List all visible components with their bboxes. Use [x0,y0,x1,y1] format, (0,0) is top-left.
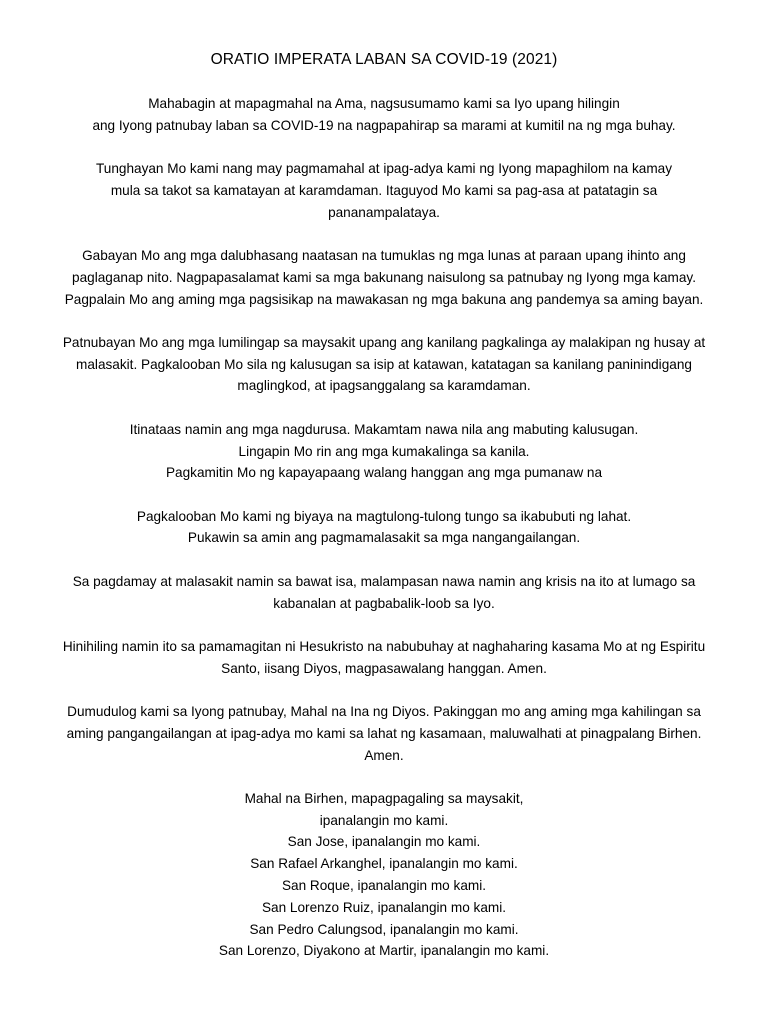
text-line: maglingkod, at ipagsanggalang sa karamdaman. [237,378,531,394]
paragraph-9 [0,701,768,766]
text-line: Lingapin Mo rin ang mga kumakalinga sa kanila. [238,443,530,459]
litany-line: San Jose, ipanalangin mo kami. [287,834,481,850]
text-line: Tunghayan Mo kami nang may pagmamahal at ipag-adya kami ng Iyong mapaghilom na kamay [95,161,673,177]
text-line: Sa pagdamay at malasakit namin sa bawat isa, malampasan nawa namin ang krisis na ito at lumago sa [72,573,696,589]
text-line: Pukawin sa amin ang pagmamalasakit sa mga nangangailangan. [187,530,581,546]
litany-line: Mahal na Birhen, mapagpagaling sa maysakit, [244,790,524,806]
document-title: ORATIO IMPERATA LABAN SA COVID-19 (2021) [210,51,558,68]
paragraph-8 [0,636,768,680]
paragraph-2 [0,158,768,223]
paragraph-1 [0,93,768,137]
text-line: Gabayan Mo ang mga dalubhasang naatasan na tumuklas ng mga lunas at paraan upang ihinto ang [82,247,686,263]
text-line: Itinataas namin ang mga nagdurusa. Makamtam nawa nila ang mabuting kalusugan. [129,421,639,437]
text-line: Pagkalooban Mo kami ng biyaya na magtulong-tulong tungo sa ikabubuti ng lahat. [136,508,632,524]
text-line: Pagpalain Mo ang aming mga pagsisikap na mawakasan ng mga bakuna ang pandemya sa aming bayan. [64,291,704,307]
text-line: mula sa takot sa kamatayan at karamdaman. Itaguyod Mo kami sa pag-asa at patatagin sa [110,182,658,198]
text-line: Santo, iisang Diyos, magpasawalang hanggan. Amen. [221,660,547,676]
text-line: Mahabagin at mapagmahal na Ama, nagsusumamo kami sa Iyo upang hilingin [148,96,620,111]
text-line: aming pangangailangan at ipag-adya mo kami sa lahat ng kasamaan, maluwalhati at pinagpalang Birhen. [66,725,702,741]
litany-line: ipanalangin mo kami. [319,812,449,828]
text-line: Hinihiling namin ito sa pamamagitan ni Hesukristo na nabubuhay at naghaharing kasama Mo at ng Espiritu [62,638,706,654]
paragraph-5 [0,419,768,484]
text-line: kabanalan at pagbabalik-loob sa Iyo. [273,595,495,611]
paragraph-4 [0,332,768,397]
litany-line: San Lorenzo, Diyakono at Martir, ipanalangin mo kami. [218,943,550,959]
litany-line: San Lorenzo Ruiz, ipanalangin mo kami. [261,899,507,915]
paragraph-7 [0,571,768,615]
text-line: paglaganap nito. Nagpapasalamat kami sa mga bakunang naisulong sa patnubay ng Iyong mga kamay. [72,269,696,285]
paragraph-3 [0,245,768,310]
litany-line: San Pedro Calungsod, ipanalangin mo kami. [249,921,519,937]
litany [0,788,768,962]
text-line: malasakit. Pagkalooban Mo sila ng kalusugan sa isip at katawan, katatagan sa kanilang paninindigang [76,356,692,372]
text-line: Pagkamitin Mo ng kapayapaang walang hanggan ang mga pumanaw na [165,465,603,481]
text-line: Amen. [364,747,404,763]
paragraph-6 [0,506,768,550]
text-line: ang Iyong patnubay laban sa COVID-19 na nagpapahirap sa marami at kumitil na ng mga buhay. [92,117,676,133]
text-line: Dumudulog kami sa Iyong patnubay, Mahal na Ina ng Diyos. Pakinggan mo ang aming mga kahilingan sa [67,703,701,719]
litany-line: San Rafael Arkanghel, ipanalangin mo kami. [250,856,518,872]
text-line: Patnubayan Mo ang mga lumilingap sa maysakit upang ang kanilang pagkalinga ay malakipan ng husay at [62,334,706,350]
litany-line: San Roque, ipanalangin mo kami. [281,878,487,894]
text-line: pananampalataya. [328,204,440,220]
